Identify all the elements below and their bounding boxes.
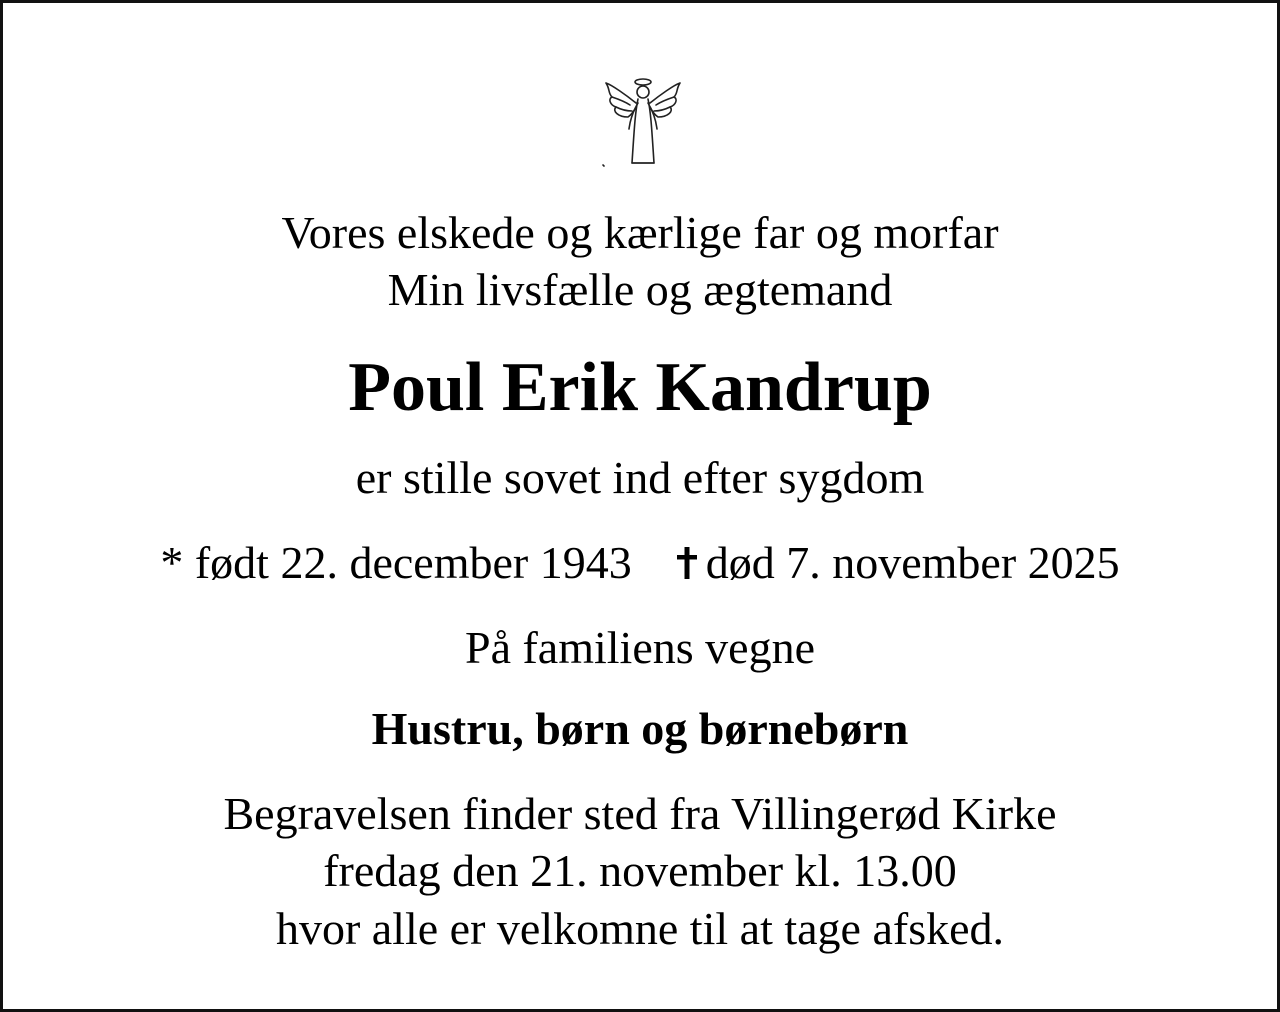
funeral-line-1: Begravelsen finder sted fra Villingerød Kirke: [223, 788, 1057, 839]
intro-line-2: Min livsfælle og ægtemand: [387, 264, 893, 315]
funeral-line-3: hvor alle er velkomne til at tage afsked.: [275, 903, 1005, 954]
born-symbol: *: [160, 537, 184, 588]
deceased-name: Poul Erik Kandrup: [348, 349, 932, 426]
family-signature: Hustru, børn og børnebørn: [371, 703, 909, 754]
intro-line-1: Vores elskede og kærlige far og morfar: [281, 207, 999, 258]
funeral-line-2: fredag den 21. november kl. 13.00: [323, 845, 957, 896]
cross-icon: [676, 546, 698, 580]
dates-line: [3, 537, 1277, 588]
death-date: død 7. november 2025: [705, 537, 1120, 588]
cause-line: er stille sovet ind efter sygdom: [355, 452, 925, 503]
birth-date: født 22. december 1943: [194, 537, 632, 588]
angel-icon: [598, 73, 688, 169]
on-behalf-line: På familiens vegne: [464, 622, 815, 673]
